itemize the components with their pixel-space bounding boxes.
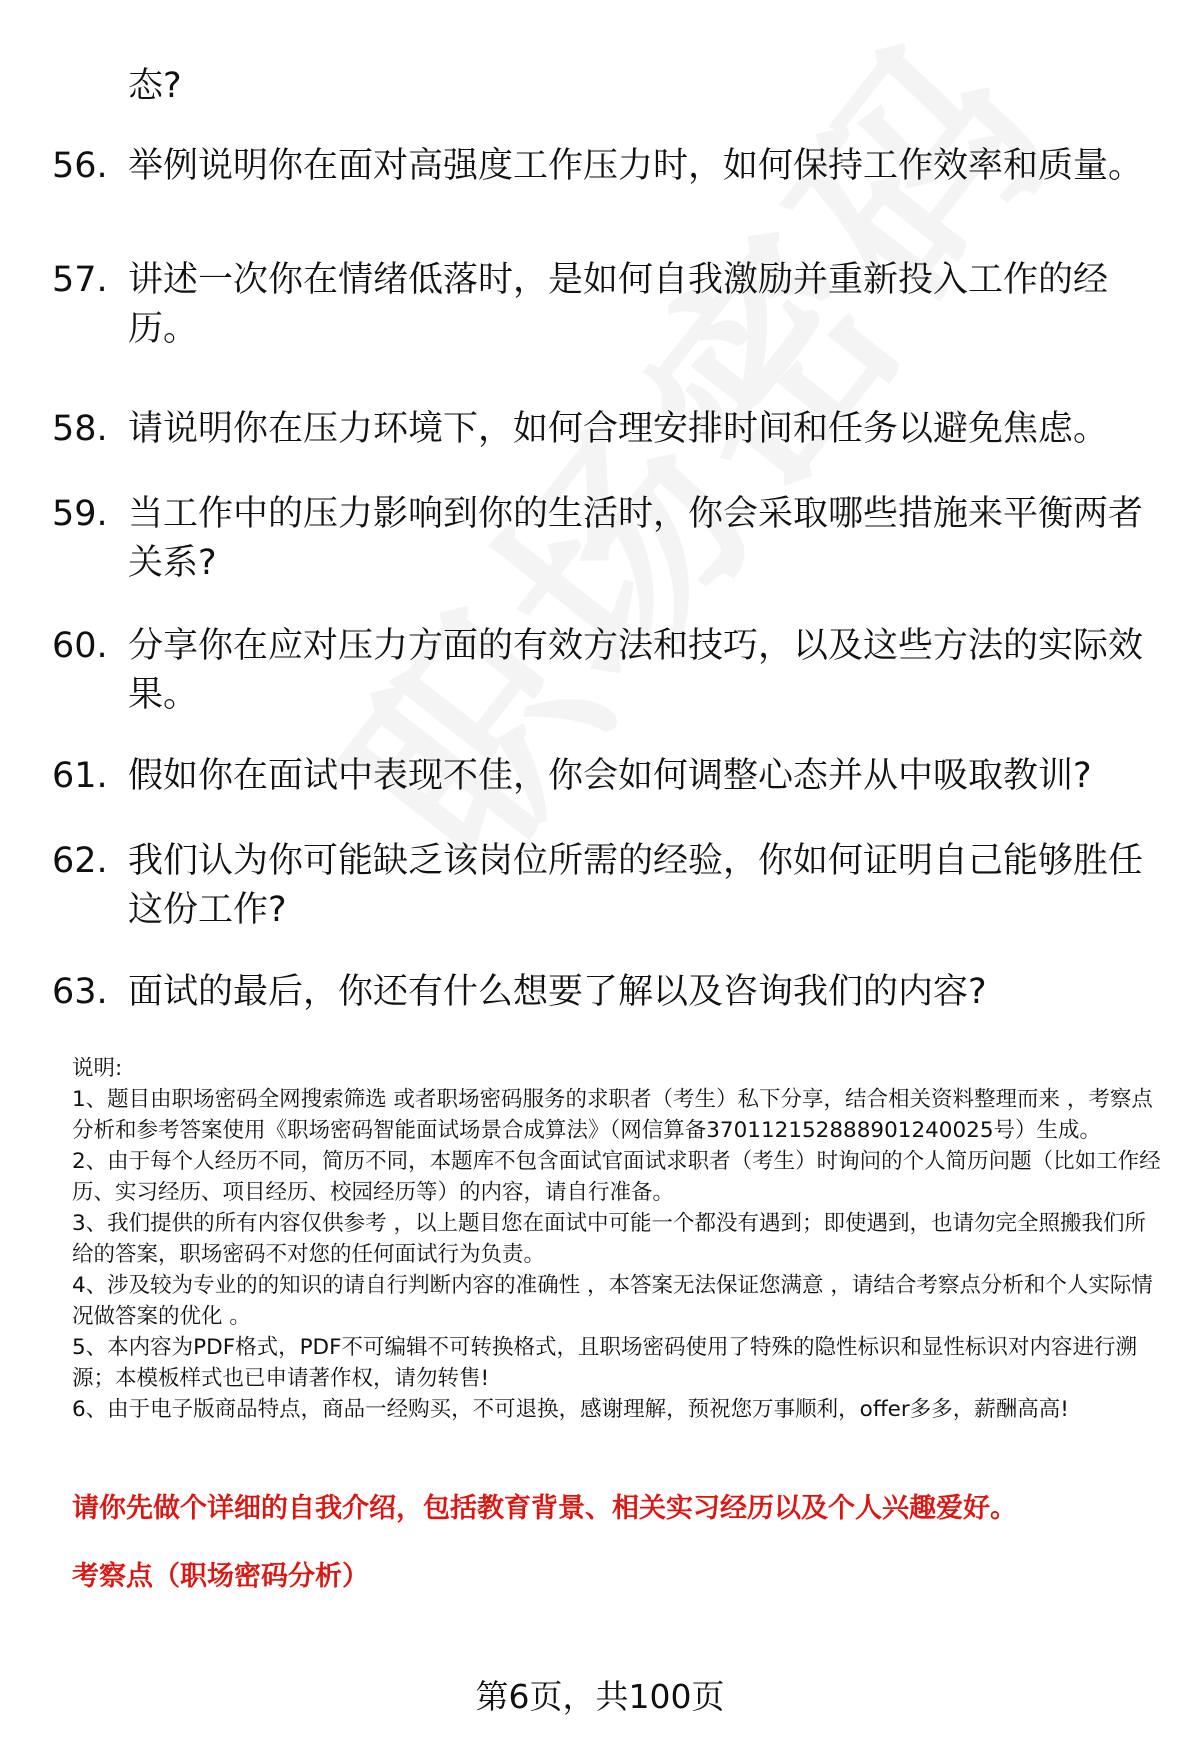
page-footer: 第6页，共100页 xyxy=(475,1677,725,1716)
question-continuation: 态? xyxy=(128,66,182,106)
question-number: 58. xyxy=(52,409,108,449)
question-text: 面试的最后，你还有什么想要了解以及咨询我们的内容? xyxy=(128,972,987,1012)
question-item xyxy=(52,752,1152,801)
question-number: 63. xyxy=(52,972,108,1012)
notes-item: 6、由于电子版商品特点，商品一经购买，不可退换，感谢理解，预祝您万事顺利，offer多多，薪酬高高! xyxy=(72,1397,1069,1422)
highlight-question: 请你先做个详细的自我介绍，包括教育背景、相关实习经历以及个人兴趣爱好。 xyxy=(72,1493,1017,1524)
notes-title: 说明: xyxy=(72,1056,123,1081)
question-item xyxy=(52,837,1152,935)
notes-item: 4、涉及较为专业的的知识的请自行判断内容的准确性 ，本答案无法保证您满意 ，请结合考察点分析和个人实际情况做答案的优化 。 xyxy=(72,1273,1153,1329)
notes-item: 2、由于每个人经历不同，简历不同，本题库不包含面试官面试求职者（考生）时询问的个人简历问题（比如工作经历、实习经历、项目经历、校园经历等）的内容，请自行准备。 xyxy=(72,1149,1161,1205)
notes-section xyxy=(72,1053,1162,1425)
question-text: 假如你在面试中表现不佳，你会如何调整心态并从中吸取教训? xyxy=(128,756,1092,796)
question-number: 56. xyxy=(52,146,108,186)
question-number: 61. xyxy=(52,756,108,796)
question-number: 57. xyxy=(52,260,108,300)
question-item xyxy=(52,142,1152,191)
question-text: 当工作中的压力影响到你的生活时，你会采取哪些措施来平衡两者关系? xyxy=(128,494,1144,583)
question-number: 60. xyxy=(52,626,108,666)
question-text: 分享你在应对压力方面的有效方法和技巧，以及这些方法的实际效果。 xyxy=(128,626,1144,715)
question-item xyxy=(52,490,1152,588)
question-item xyxy=(52,622,1152,720)
notes-item: 1、题目由职场密码全网搜索筛选 或者职场密码服务的求职者（考生）私下分享，结合相关资料整理而来 ，考察点分析和参考答案使用《职场密码智能面试场景合成算法》（网信算备370112152888901240025号）生成。 xyxy=(72,1087,1153,1143)
question-text: 举例说明你在面对高强度工作压力时，如何保持工作效率和质量。 xyxy=(128,146,1144,186)
question-number: 62. xyxy=(52,841,108,881)
notes-item: 3、我们提供的所有内容仅供参考 ，以上题目您在面试中可能一个都没有遇到；即使遇到，也请勿完全照搬我们所给的答案，职场密码不对您的任何面试行为负责。 xyxy=(72,1211,1147,1267)
notes-item: 5、本内容为PDF格式，PDF不可编辑不可转换格式，且职场密码使用了特殊的隐性标识和显性标识对内容进行溯源；本模板样式也已申请著作权，请勿转售! xyxy=(72,1335,1137,1391)
question-item xyxy=(52,256,1152,354)
question-text: 讲述一次你在情绪低落时，是如何自我激励并重新投入工作的经历。 xyxy=(128,260,1109,349)
question-text: 请说明你在压力环境下，如何合理安排时间和任务以避免焦虑。 xyxy=(128,409,1109,449)
question-item xyxy=(52,968,1152,1017)
question-item xyxy=(52,405,1152,454)
question-number: 59. xyxy=(52,494,108,534)
question-text: 我们认为你可能缺乏该岗位所需的经验，你如何证明自己能够胜任这份工作? xyxy=(128,841,1144,930)
highlight-heading: 考察点（职场密码分析） xyxy=(72,1561,369,1592)
